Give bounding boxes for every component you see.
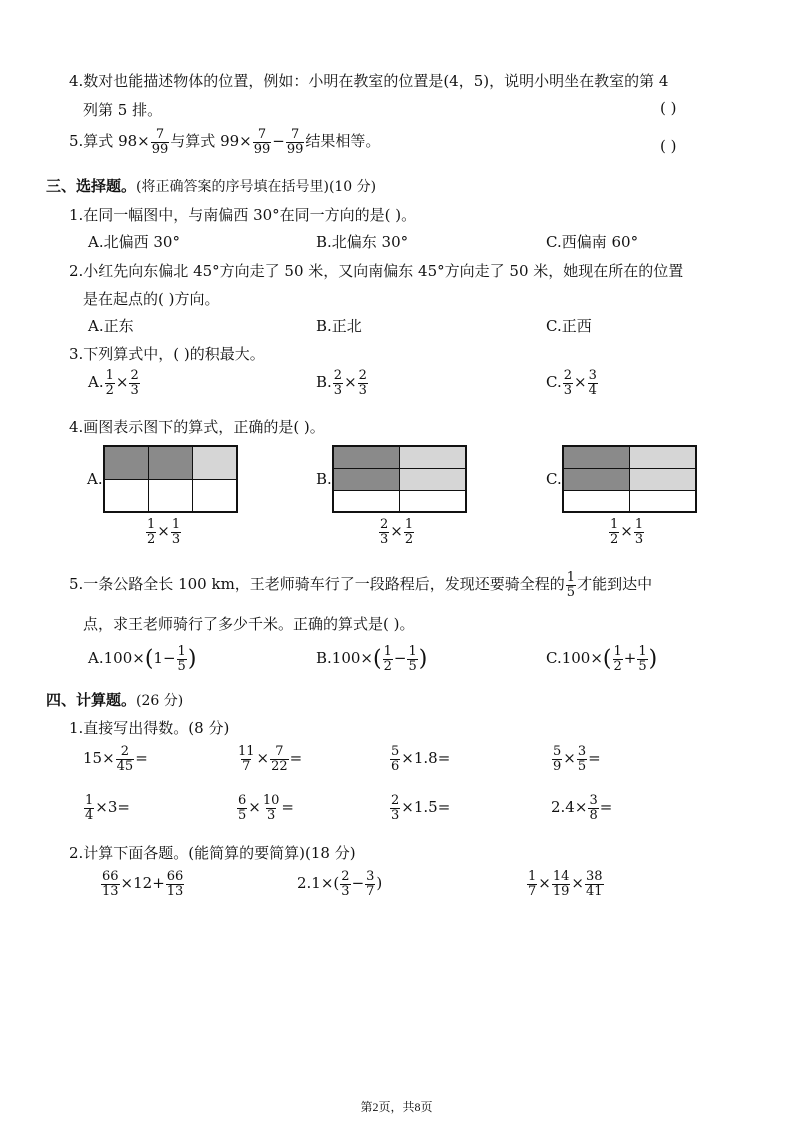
s3-q3-stem: 3.下列算式中，( )的积最大。 <box>69 345 265 363</box>
option-c[interactable]: C.100×( $\frac{1}{2}$ + $\frac{1}{5}$ ) <box>546 644 658 674</box>
judge-q4-line2: 列第 5 排。 <box>83 101 163 119</box>
calc-expression: 15× $\frac{2}{45}$ = <box>83 744 148 774</box>
judge-q5: 5.算式 98× $\frac{7}{99}$ 与算式 99× $\frac{7}{99}$ − $\frac{7}{99}$ 结果相等。 <box>69 127 381 157</box>
calc-expression: 2.4× $\frac{3}{8}$ = <box>551 793 613 823</box>
s3-q2-line1: 2.小红先向东偏北 45°方向走了 50 米，又向南偏东 45°方向走了 50 米，她现在所在的位置 <box>69 262 684 280</box>
grid-a-expression: $\frac{1}{2}$ × $\frac{1}{3}$ <box>147 517 181 547</box>
grid-c-expression: $\frac{1}{2}$ × $\frac{1}{3}$ <box>610 517 644 547</box>
calc-expression: $\frac{5}{9}$ × $\frac{3}{5}$ = <box>553 744 601 774</box>
calc-expression: $\frac{1}{4}$ ×3= <box>85 793 130 823</box>
calc-expression: $\frac{1}{7}$ × $\frac{14}{19}$ × $\frac{38}{41}$ <box>528 869 603 899</box>
option-c[interactable]: C.正西 <box>546 317 592 335</box>
option-c-label[interactable]: C. <box>546 470 562 488</box>
s3-q5-line2: 点，求王老师骑行了多少千米。正确的算式是( )。 <box>83 615 415 633</box>
option-a-label[interactable]: A. <box>87 470 103 488</box>
option-b[interactable]: B. $\frac{2}{3}$ × $\frac{2}{3}$ <box>316 368 367 398</box>
grid-diagram-b <box>332 445 467 513</box>
option-a[interactable]: A. $\frac{1}{2}$ × $\frac{2}{3}$ <box>88 368 139 398</box>
page-footer: 第2页，共8页 <box>360 1100 433 1114</box>
judge-q4-line1: 4.数对也能描述物体的位置，例如：小明在教室的位置是(4，5)，说明小明坐在教室的第 4 <box>69 72 669 90</box>
option-b[interactable]: B.100×( $\frac{1}{2}$ − $\frac{1}{5}$ ) <box>316 644 428 674</box>
option-a[interactable]: A.北偏西 30° <box>88 233 180 251</box>
option-c[interactable]: C. $\frac{2}{3}$ × $\frac{3}{4}$ <box>546 368 597 398</box>
calc-expression: $\frac{11}{7}$ × $\frac{7}{22}$ = <box>238 744 303 774</box>
option-b[interactable]: B.北偏东 30° <box>316 233 409 251</box>
calc-expression: $\frac{6}{5}$ × $\frac{10}{3}$ = <box>238 793 294 823</box>
option-b[interactable]: B.正北 <box>316 317 362 335</box>
option-a[interactable]: A.100×(1− $\frac{1}{5}$ ) <box>88 644 197 674</box>
section3-heading: 三、选择题。(将正确答案的序号填在括号里)(10 分) <box>46 177 377 195</box>
option-b-label[interactable]: B. <box>316 470 332 488</box>
grid-b-expression: $\frac{2}{3}$ × $\frac{1}{2}$ <box>380 517 414 547</box>
s3-q4-stem: 4.画图表示图下的算式，正确的是( )。 <box>69 418 325 436</box>
s4-p1-title: 1.直接写出得数。(8 分) <box>69 719 230 737</box>
answer-paren[interactable]: ( ) <box>660 99 677 117</box>
option-a[interactable]: A.正东 <box>88 317 134 335</box>
s3-q1-stem: 1.在同一幅图中，与南偏西 30°在同一方向的是( )。 <box>69 206 417 224</box>
calc-expression: $\frac{2}{3}$ ×1.5= <box>391 793 451 823</box>
s3-q2-line2: 是在起点的( )方向。 <box>83 290 220 308</box>
calc-expression: $\frac{66}{13}$ ×12+ $\frac{66}{13}$ <box>102 869 184 899</box>
s3-q5-line1: 5.一条公路全长 100 km，王老师骑车行了一段路程后，发现还要骑全程的 $\frac{1}{5}$ 才能到达中 <box>69 570 653 600</box>
option-c[interactable]: C.西偏南 60° <box>546 233 639 251</box>
section4-heading: 四、计算题。(26 分) <box>46 691 184 709</box>
answer-paren[interactable]: ( ) <box>660 137 677 155</box>
grid-diagram-c <box>562 445 697 513</box>
calc-expression: $\frac{5}{6}$ ×1.8= <box>391 744 451 774</box>
s4-p2-title: 2.计算下面各题。(能简算的要简算)(18 分) <box>69 844 356 862</box>
grid-diagram-a <box>103 445 238 513</box>
calc-expression: 2.1×( $\frac{2}{3}$ − $\frac{3}{7}$ ) <box>297 869 383 899</box>
